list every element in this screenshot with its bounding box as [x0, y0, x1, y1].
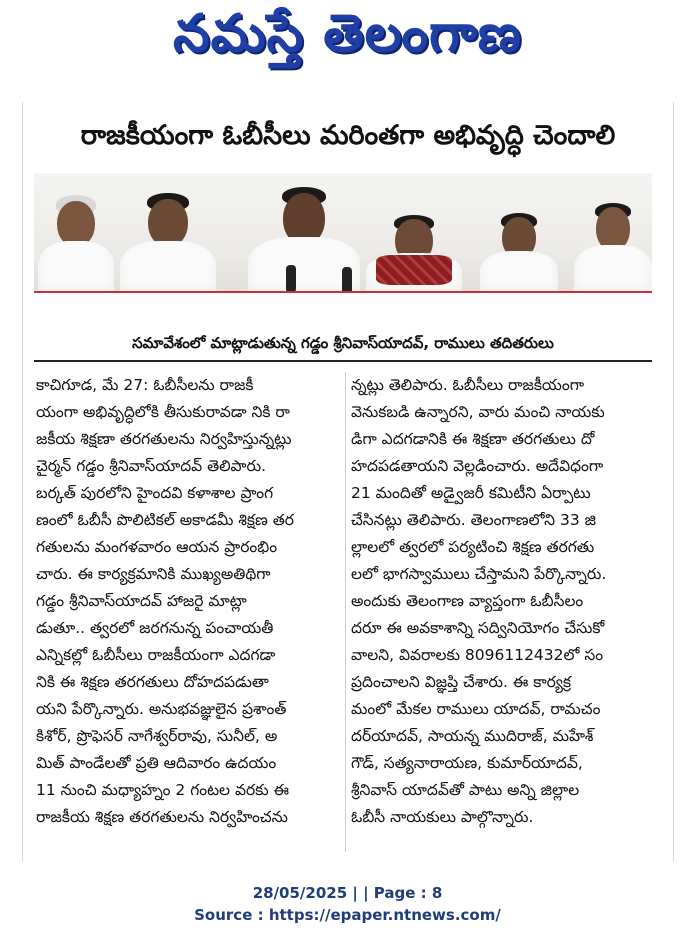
article-text-line: యంగా అభివృద్ధిలోకి తీసుకురావడా నికి రా — [36, 403, 290, 421]
person-2 — [120, 193, 216, 299]
article-text-line: యని పేర్కొన్నారు. అనుభవజ్ఞులైన ప్రశాంత్ — [36, 700, 287, 718]
footer-source: Source : https://epaper.ntnews.com/ — [194, 906, 501, 924]
article-text-line: ల్లాలలో త్వరలో పర్యటించి శిక్షణ తరగతు — [351, 538, 595, 556]
article-text-line: చేసినట్లు తెలిపారు. తెలంగాణలోని 33 జి — [351, 511, 596, 529]
article-text-line: న్నట్లు తెలిపారు. ఓబీసీలు రాజకీయంగా — [351, 376, 585, 394]
article-text-line: ఓబీసీ నాయకులు పాల్గొన్నారు. — [351, 808, 534, 826]
article-text-line: మంలో మేకల రాములు యాదవ్, రామచం — [351, 700, 601, 718]
article-text-line: ప్రదించాలని విజ్ఞప్తి చేశారు. ఈ కార్యక్ర — [351, 673, 572, 691]
article-text-line: చైర్మన్ గడ్డం శ్రీనివాస్‌యాదవ్ తెలిపారు. — [36, 457, 267, 475]
photo-caption: సమావేశంలో మాట్లాడుతున్న గడ్డం శ్రీనివాస్‌యాదవ్, రాములు తదితరులు — [34, 330, 652, 362]
article-text-line: అందుకు తెలంగాణ వ్యాప్తంగా ఓబీసీలం — [351, 592, 584, 610]
article-column-left — [36, 372, 340, 831]
article-text-line: మిత్ పాండేలతో ప్రతి ఆదివారం ఉదయం — [36, 754, 277, 772]
article-text-line: వెనుకబడి ఉన్నారని, వారు మంచి నాయకు — [351, 403, 605, 421]
column-divider — [345, 372, 346, 852]
article-text-line: లలో భాగస్వాములు చేస్తామని పేర్కొన్నారు. — [351, 565, 607, 583]
article-text-line: డుతూ.. త్వరలో జరగనున్న పంచాయతీ — [36, 619, 274, 637]
article-text-line: ఎన్నికల్లో ఓబీసీలు రాజకీయంగా ఎదగడా — [36, 646, 276, 664]
microphone — [286, 265, 296, 293]
person-6 — [574, 203, 652, 299]
conference-table — [34, 291, 652, 325]
article-text-line: రాజకీయ శిక్షణ తరగతులను నిర్వహించను — [36, 808, 288, 826]
article-text-line: గౌడ్, సత్యనారాయణ, కుమార్‌యాదవ్, — [351, 754, 583, 772]
article-text-line: డిగా ఎదగడానికి ఈ శిక్షణా తరగతులు దో — [351, 430, 595, 448]
person-1 — [38, 195, 114, 299]
article-text-line: హదపడతాయని వెల్లడించారు. అదేవిధంగా — [351, 457, 604, 475]
article-text-line: కిశోర్, ప్రొఫెసర్ నాగేశ్వర్‌రావు, సునీల్, అ — [36, 727, 278, 745]
article-text-line: కాచిగూడ, మే 27: ఓబీసీలను రాజకీ — [36, 376, 254, 394]
article-text-line: గడ్డం శ్రీనివాస్‌యాదవ్ హాజరై మాట్లా — [36, 592, 247, 610]
person-5 — [480, 213, 558, 299]
article-photo — [34, 173, 652, 325]
article-text-line: 11 నుంచి మధ్యాహ్నం 2 గంటల వరకు ఈ — [36, 781, 289, 799]
person-4 — [366, 215, 462, 299]
article-text-line: వాలని, వివరాలకు 8096112432లో సం — [351, 646, 604, 664]
article-text-line: నికి ఈ శిక్షణ తరగతులు దోహదపడుతా — [36, 673, 269, 691]
footer-date-page: 28/05/2025 | | Page : 8 — [252, 884, 443, 902]
article-text-line: ణంలో ఓబీసీ పొలిటికల్ అకాడమీ శిక్షణ తర — [36, 511, 294, 529]
article-text-line: దర్‌యాదవ్, సాయన్న ముదిరాజ్, మహేశ్ — [351, 727, 594, 745]
article-text-line: దరూ ఈ అవకాశాన్ని సద్వినియోగం చేసుకో — [351, 619, 605, 637]
masthead-title: నమస్తే తెలంగాణ — [173, 3, 522, 64]
article-text-line: 21 మందితో అడ్వైజరీ కమిటీని ఏర్పాటు — [351, 484, 591, 502]
article-text-line: చారు. ఈ కార్యక్రమానికి ముఖ్యఅతిథిగా — [36, 565, 271, 583]
article-text-line: గతులను మంగళవారం ఆయన ప్రారంభిం — [36, 538, 278, 556]
article-text-line: శ్రీనివాస్ యాదవ్‌తో పాటు అన్ని జిల్లాల — [351, 781, 580, 799]
article-text-line: బర్కత్ పురలోని హైందవి కళాశాల ప్రాంగ — [36, 484, 274, 502]
masthead — [0, 0, 695, 80]
article-text-line: జకీయ శిక్షణా తరగతులను నిర్వహిస్తున్నట్లు — [36, 430, 292, 448]
article-column-right — [351, 372, 655, 831]
article-headline: రాజకీయంగా ఓబీసీలు మరింతగా అభివృద్ధి చెందాలి — [80, 120, 616, 151]
